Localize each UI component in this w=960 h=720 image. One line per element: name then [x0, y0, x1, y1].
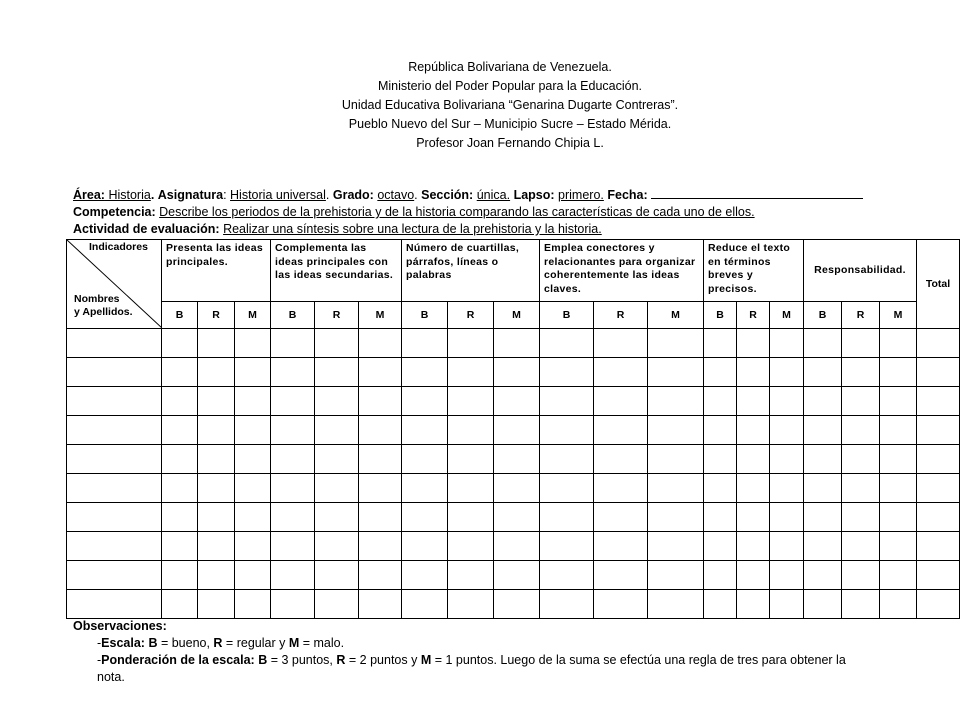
score-cell[interactable] [540, 358, 594, 387]
score-cell[interactable] [704, 532, 737, 561]
score-cell[interactable] [880, 358, 917, 387]
score-cell[interactable] [359, 561, 402, 590]
score-cell[interactable] [594, 358, 648, 387]
score-cell[interactable] [880, 416, 917, 445]
score-cell[interactable] [198, 445, 235, 474]
escala-m-text: = malo. [299, 636, 345, 650]
score-cell[interactable] [704, 445, 737, 474]
score-cell[interactable] [271, 561, 315, 590]
scale-header-r: R [198, 302, 235, 329]
apellidos-label: y Apellidos. [74, 306, 133, 318]
score-cell[interactable] [770, 561, 804, 590]
score-cell[interactable] [594, 590, 648, 619]
seccion-value: única. [476, 188, 511, 202]
score-cell[interactable] [315, 387, 359, 416]
score-cell[interactable] [235, 358, 271, 387]
score-cell[interactable] [594, 387, 648, 416]
student-row [67, 561, 960, 590]
escala-m: M [288, 636, 300, 650]
score-cell[interactable] [448, 445, 494, 474]
score-cell[interactable] [737, 590, 770, 619]
score-cell[interactable] [271, 445, 315, 474]
pond-m: M [420, 653, 432, 667]
indicator-header: Número de cuartillas, párrafos, líneas o palabras [402, 240, 540, 302]
asignatura-value: Historia universal [230, 188, 326, 202]
score-cell[interactable] [737, 329, 770, 358]
score-cell[interactable] [737, 416, 770, 445]
score-cell[interactable] [162, 416, 198, 445]
score-cell[interactable] [359, 474, 402, 503]
seccion-label: Sección: [421, 188, 474, 202]
score-cell[interactable] [448, 329, 494, 358]
escala-label: Escala: [101, 636, 145, 650]
meta-row-area: Área: Historia. Asignatura: Historia universal. Grado: octavo. Sección: única. Lapso: primero. Fecha: [73, 187, 953, 204]
score-cell[interactable] [540, 532, 594, 561]
scale-header-b: B [271, 302, 315, 329]
score-cell[interactable] [842, 445, 880, 474]
score-cell[interactable] [804, 503, 842, 532]
score-cell[interactable] [271, 387, 315, 416]
score-cell[interactable] [594, 474, 648, 503]
scale-header-r: R [842, 302, 880, 329]
score-cell[interactable] [162, 329, 198, 358]
score-cell[interactable] [737, 561, 770, 590]
score-cell[interactable] [540, 561, 594, 590]
score-cell[interactable] [770, 445, 804, 474]
indicator-header: Presenta las ideas principales. [162, 240, 271, 302]
score-cell[interactable] [402, 532, 448, 561]
total-cell[interactable] [917, 474, 960, 503]
score-cell[interactable] [402, 474, 448, 503]
score-cell[interactable] [804, 474, 842, 503]
score-cell[interactable] [359, 329, 402, 358]
score-cell[interactable] [804, 590, 842, 619]
total-cell[interactable] [917, 445, 960, 474]
score-cell[interactable] [271, 503, 315, 532]
scale-header-row [67, 302, 960, 329]
score-cell[interactable] [737, 445, 770, 474]
score-cell[interactable] [448, 532, 494, 561]
indicator-header: Emplea conectores y relacionantes para organizar coherentemente las ideas claves. [540, 240, 704, 302]
ponderacion-note [73, 652, 953, 669]
score-cell[interactable] [271, 590, 315, 619]
grado-label: Grado: [332, 188, 374, 202]
score-cell[interactable] [842, 387, 880, 416]
score-cell[interactable] [402, 445, 448, 474]
meta-row-actividad [73, 221, 953, 238]
score-cell[interactable] [402, 561, 448, 590]
total-header: Total [917, 240, 960, 329]
score-cell[interactable] [448, 590, 494, 619]
scale-header-m: M [880, 302, 917, 329]
scale-header-m: M [770, 302, 804, 329]
score-cell[interactable] [402, 387, 448, 416]
score-cell[interactable] [235, 416, 271, 445]
score-cell[interactable] [315, 532, 359, 561]
header-line-municipio: Pueblo Nuevo del Sur – Municipio Sucre – Estado Mérida. [348, 117, 672, 131]
score-cell[interactable] [842, 358, 880, 387]
student-name-cell[interactable] [67, 329, 162, 358]
evaluation-meta [73, 187, 953, 238]
grado-value: octavo [377, 188, 415, 202]
student-row [67, 590, 960, 619]
lapso-label: Lapso: [513, 188, 555, 202]
score-cell[interactable] [235, 590, 271, 619]
score-cell[interactable] [494, 590, 540, 619]
score-cell[interactable] [737, 358, 770, 387]
score-cell[interactable] [648, 445, 704, 474]
score-cell[interactable] [494, 358, 540, 387]
actividad-value: Realizar una síntesis sobre una lectura de la prehistoria y la historia. [223, 222, 602, 236]
score-cell[interactable] [235, 445, 271, 474]
score-cell[interactable] [162, 445, 198, 474]
scale-header-r: R [594, 302, 648, 329]
score-cell[interactable] [704, 561, 737, 590]
score-cell[interactable] [162, 532, 198, 561]
score-cell[interactable] [540, 387, 594, 416]
score-cell[interactable] [540, 445, 594, 474]
score-cell[interactable] [359, 503, 402, 532]
escala-r: R [213, 636, 223, 650]
score-cell[interactable] [880, 503, 917, 532]
observaciones-section [73, 618, 953, 686]
score-cell[interactable] [880, 590, 917, 619]
score-cell[interactable] [402, 416, 448, 445]
escala-b-text: = bueno, [157, 636, 214, 650]
total-cell[interactable] [917, 590, 960, 619]
score-cell[interactable] [540, 474, 594, 503]
score-cell[interactable] [804, 387, 842, 416]
score-cell[interactable] [315, 329, 359, 358]
score-cell[interactable] [880, 329, 917, 358]
total-cell[interactable] [917, 561, 960, 590]
score-cell[interactable] [494, 445, 540, 474]
score-cell[interactable] [594, 503, 648, 532]
score-cell[interactable] [402, 503, 448, 532]
student-name-cell[interactable] [67, 532, 162, 561]
score-cell[interactable] [842, 532, 880, 561]
score-cell[interactable] [770, 532, 804, 561]
scale-header-m: M [494, 302, 540, 329]
score-cell[interactable] [448, 358, 494, 387]
asignatura-label: Asignatura [157, 188, 224, 202]
score-cell[interactable] [198, 387, 235, 416]
fecha-blank-line [651, 187, 863, 199]
header-line-republica: República Bolivariana de Venezuela. [408, 60, 612, 74]
score-cell[interactable] [359, 532, 402, 561]
student-name-cell[interactable] [67, 503, 162, 532]
score-cell[interactable] [594, 445, 648, 474]
escala-note [73, 635, 953, 652]
score-cell[interactable] [198, 561, 235, 590]
score-cell[interactable] [162, 387, 198, 416]
score-cell[interactable] [198, 416, 235, 445]
pond-b-text: = 3 puntos, [267, 653, 337, 667]
score-cell[interactable] [770, 503, 804, 532]
score-cell[interactable] [359, 387, 402, 416]
observaciones-title: Observaciones: [73, 619, 167, 633]
scale-header-m: M [359, 302, 402, 329]
score-cell[interactable] [198, 503, 235, 532]
score-cell[interactable] [235, 474, 271, 503]
total-cell[interactable] [917, 387, 960, 416]
pond-r: R [336, 653, 346, 667]
student-rows [67, 329, 960, 619]
score-cell[interactable] [804, 445, 842, 474]
lapso-value: primero. [558, 188, 604, 202]
student-name-cell[interactable] [67, 416, 162, 445]
score-cell[interactable] [494, 474, 540, 503]
score-cell[interactable] [842, 590, 880, 619]
score-cell[interactable] [594, 561, 648, 590]
score-cell[interactable] [494, 503, 540, 532]
score-cell[interactable] [235, 532, 271, 561]
corner-cell [67, 240, 162, 329]
score-cell[interactable] [162, 590, 198, 619]
score-cell[interactable] [540, 416, 594, 445]
score-cell[interactable] [359, 358, 402, 387]
student-name-cell[interactable] [67, 387, 162, 416]
score-cell[interactable] [235, 561, 271, 590]
total-cell[interactable] [917, 416, 960, 445]
score-cell[interactable] [770, 474, 804, 503]
score-cell[interactable] [494, 416, 540, 445]
scale-header-m: M [235, 302, 271, 329]
scale-header-m: M [648, 302, 704, 329]
fecha-label: Fecha: [607, 188, 648, 202]
indicator-header: Responsabilidad. [804, 240, 917, 302]
score-cell[interactable] [737, 474, 770, 503]
score-cell[interactable] [842, 329, 880, 358]
score-cell[interactable] [271, 358, 315, 387]
score-cell[interactable] [315, 590, 359, 619]
score-cell[interactable] [770, 590, 804, 619]
score-cell[interactable] [737, 387, 770, 416]
score-cell[interactable] [235, 387, 271, 416]
total-cell[interactable] [917, 503, 960, 532]
student-name-cell[interactable] [67, 358, 162, 387]
score-cell[interactable] [804, 358, 842, 387]
indicator-header-row [67, 240, 960, 302]
student-name-cell[interactable] [67, 474, 162, 503]
score-cell[interactable] [648, 532, 704, 561]
score-cell[interactable] [842, 503, 880, 532]
score-cell[interactable] [494, 532, 540, 561]
score-cell[interactable] [842, 474, 880, 503]
score-cell[interactable] [198, 532, 235, 561]
score-cell[interactable] [448, 561, 494, 590]
total-cell[interactable] [917, 532, 960, 561]
score-cell[interactable] [540, 503, 594, 532]
score-cell[interactable] [594, 329, 648, 358]
score-cell[interactable] [770, 329, 804, 358]
student-name-cell[interactable] [67, 561, 162, 590]
score-cell[interactable] [271, 532, 315, 561]
nombres-label: Nombres [74, 293, 120, 305]
score-cell[interactable] [271, 416, 315, 445]
escala-r-text: = regular y [222, 636, 289, 650]
scale-header-b: B [162, 302, 198, 329]
score-cell[interactable] [704, 329, 737, 358]
header-line-profesor: Profesor Joan Fernando Chipia L. [416, 136, 604, 150]
evaluation-table [66, 239, 960, 619]
score-cell[interactable] [448, 503, 494, 532]
student-row [67, 416, 960, 445]
score-cell[interactable] [540, 590, 594, 619]
student-row [67, 445, 960, 474]
score-cell[interactable] [737, 503, 770, 532]
scale-header-b: B [402, 302, 448, 329]
scale-header-b: B [540, 302, 594, 329]
competencia-value: Describe los periodos de la prehistoria y de la historia comparando las características de cada uno de ellos. [159, 205, 755, 219]
score-cell[interactable] [315, 561, 359, 590]
student-row [67, 387, 960, 416]
score-cell[interactable] [540, 329, 594, 358]
score-cell[interactable] [804, 329, 842, 358]
meta-row-competencia [73, 204, 953, 221]
score-cell[interactable] [880, 387, 917, 416]
score-cell[interactable] [648, 561, 704, 590]
score-cell[interactable] [494, 329, 540, 358]
score-cell[interactable] [198, 474, 235, 503]
score-cell[interactable] [704, 474, 737, 503]
student-row [67, 329, 960, 358]
score-cell[interactable] [359, 416, 402, 445]
student-row [67, 503, 960, 532]
score-cell[interactable] [880, 532, 917, 561]
indicator-header: Reduce el texto en términos breves y precisos. [704, 240, 804, 302]
score-cell[interactable] [737, 532, 770, 561]
score-cell[interactable] [271, 474, 315, 503]
header-line-unidad-educativa: Unidad Educativa Bolivariana “Genarina Dugarte Contreras”. [341, 98, 679, 112]
score-cell[interactable] [648, 329, 704, 358]
scale-header-b: B [804, 302, 842, 329]
score-cell[interactable] [315, 358, 359, 387]
header-line-ministerio: Ministerio del Poder Popular para la Educación. [377, 79, 643, 93]
nombres-apellidos-label [74, 293, 133, 319]
score-cell[interactable] [804, 416, 842, 445]
score-cell[interactable] [315, 445, 359, 474]
score-cell[interactable] [448, 416, 494, 445]
score-cell[interactable] [704, 503, 737, 532]
indicadores-label: Indicadores [89, 241, 148, 253]
pond-r-text: = 2 puntos y [345, 653, 421, 667]
score-cell[interactable] [804, 532, 842, 561]
indicator-header: Complementa las ideas principales con las ideas secundarias. [271, 240, 402, 302]
ponderacion-note-line2: nota. [97, 670, 125, 684]
score-cell[interactable] [271, 329, 315, 358]
score-cell[interactable] [704, 358, 737, 387]
area-value: Historia [104, 188, 151, 202]
score-cell[interactable] [704, 590, 737, 619]
student-name-cell[interactable] [67, 590, 162, 619]
competencia-label: Competencia: [73, 205, 156, 219]
score-cell[interactable] [880, 474, 917, 503]
score-cell[interactable] [315, 503, 359, 532]
score-cell[interactable] [648, 474, 704, 503]
score-cell[interactable] [648, 416, 704, 445]
score-cell[interactable] [162, 474, 198, 503]
score-cell[interactable] [880, 561, 917, 590]
score-cell[interactable] [162, 561, 198, 590]
student-name-cell[interactable] [67, 445, 162, 474]
area-label: Área: [73, 188, 105, 202]
score-cell[interactable] [704, 387, 737, 416]
score-cell[interactable] [880, 445, 917, 474]
score-cell[interactable] [704, 416, 737, 445]
score-cell[interactable] [162, 503, 198, 532]
score-cell[interactable] [402, 329, 448, 358]
total-cell[interactable] [917, 329, 960, 358]
score-cell[interactable] [198, 590, 235, 619]
student-row [67, 358, 960, 387]
score-cell[interactable] [359, 445, 402, 474]
score-cell[interactable] [198, 358, 235, 387]
pond-prefix: - [97, 653, 102, 667]
score-cell[interactable] [235, 503, 271, 532]
scale-header-b: B [704, 302, 737, 329]
score-cell[interactable] [648, 590, 704, 619]
score-cell[interactable] [842, 416, 880, 445]
scale-header-r: R [737, 302, 770, 329]
score-cell[interactable] [804, 561, 842, 590]
score-cell[interactable] [315, 474, 359, 503]
document-header [300, 58, 720, 153]
score-cell[interactable] [842, 561, 880, 590]
score-cell[interactable] [494, 387, 540, 416]
total-cell[interactable] [917, 358, 960, 387]
score-cell[interactable] [198, 329, 235, 358]
score-cell[interactable] [648, 503, 704, 532]
student-row [67, 532, 960, 561]
score-cell[interactable] [402, 358, 448, 387]
score-cell[interactable] [770, 416, 804, 445]
score-cell[interactable] [359, 590, 402, 619]
score-cell[interactable] [448, 387, 494, 416]
score-cell[interactable] [162, 358, 198, 387]
score-cell[interactable] [235, 329, 271, 358]
score-cell[interactable] [494, 561, 540, 590]
score-cell[interactable] [648, 358, 704, 387]
escala-prefix: - [97, 636, 102, 650]
score-cell[interactable] [594, 416, 648, 445]
score-cell[interactable] [770, 358, 804, 387]
score-cell[interactable] [448, 474, 494, 503]
score-cell[interactable] [315, 416, 359, 445]
scale-header-r: R [315, 302, 359, 329]
escala-b: B [148, 636, 158, 650]
pond-b: B [258, 653, 268, 667]
score-cell[interactable] [402, 590, 448, 619]
score-cell[interactable] [594, 532, 648, 561]
student-row [67, 474, 960, 503]
actividad-label: Actividad de evaluación: [73, 222, 220, 236]
score-cell[interactable] [770, 387, 804, 416]
ponderacion-label: Ponderación de la escala: [101, 653, 255, 667]
pond-m-text: = 1 puntos. Luego de la suma se efectúa una regla de tres para obtener la [431, 653, 846, 667]
score-cell[interactable] [648, 387, 704, 416]
scale-header-r: R [448, 302, 494, 329]
